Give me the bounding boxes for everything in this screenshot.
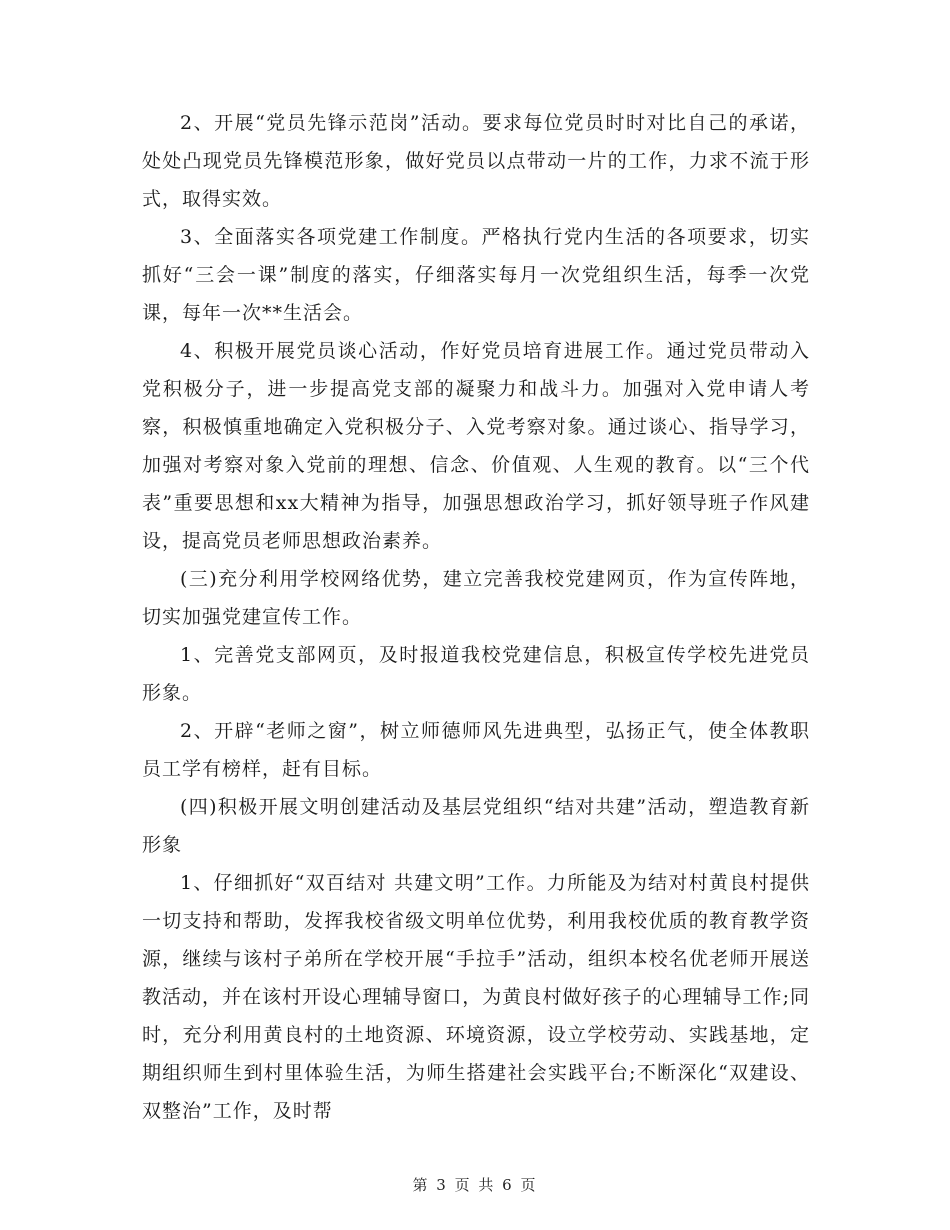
document-body bbox=[142, 104, 810, 1130]
paragraph-1: 2、开展“党员先锋示范岗”活动。要求每位党员时时对比自己的承诺，处处凸现党员先锋模范形象，做好党员以点带动一片的工作，力求不流于形式，取得实效。 bbox=[142, 112, 810, 210]
page-number-footer: 第 3 页 共 6 页 bbox=[412, 1176, 538, 1194]
paragraph-2: 3、全面落实各项党建工作制度。严格执行党内生活的各项要求，切实抓好“三会一课”制度的落实，仔细落实每月一次党组织生活，每季一次党课，每年一次**生活会。 bbox=[142, 226, 810, 324]
paragraph-8: 1、仔细抓好“双百结对 共建文明”工作。力所能及为结对村黄良村提供一切支持和帮助，发挥我校省级文明单位优势，利用我校优质的教育教学资源，继续与该村子弟所在学校开展“手拉手”活动，组织本校名优老师开展送教活动，并在该村开设心理辅导窗口，为黄良村做好孩子的心理辅导工作;同时，充分利用黄良村的土地资源、环境资源，设立学校劳动、实践基地，定期组织师生到村里体验生活，为师生搭建社会实践平台;不断深化“双建设、双整治”工作，及时帮 bbox=[142, 872, 810, 1122]
paragraph-5: 1、完善党支部网页，及时报道我校党建信息，积极宣传学校先进党员形象。 bbox=[142, 644, 810, 704]
paragraph-7: (四)积极开展文明创建活动及基层党组织“结对共建”活动，塑造教育新形象 bbox=[142, 796, 810, 856]
paragraph-6: 2、开辟“老师之窗”，树立师德师风先进典型，弘扬正气，使全体教职员工学有榜样，赶有目标。 bbox=[142, 720, 810, 780]
paragraph-4: (三)充分利用学校网络优势，建立完善我校党建网页，作为宣传阵地，切实加强党建宣传工作。 bbox=[142, 568, 810, 628]
paragraph-3: 4、积极开展党员谈心活动，作好党员培育进展工作。通过党员带动入党积极分子，进一步提高党支部的凝聚力和战斗力。加强对入党申请人考察，积极慎重地确定入党积极分子、入党考察对象。通过谈心、指导学习，加强对考察对象入党前的理想、信念、价值观、人生观的教育。以“三个代表”重要思想和xx大精神为指导，加强思想政治学习，抓好领导班子作风建设，提高党员老师思想政治素养。 bbox=[142, 340, 810, 552]
